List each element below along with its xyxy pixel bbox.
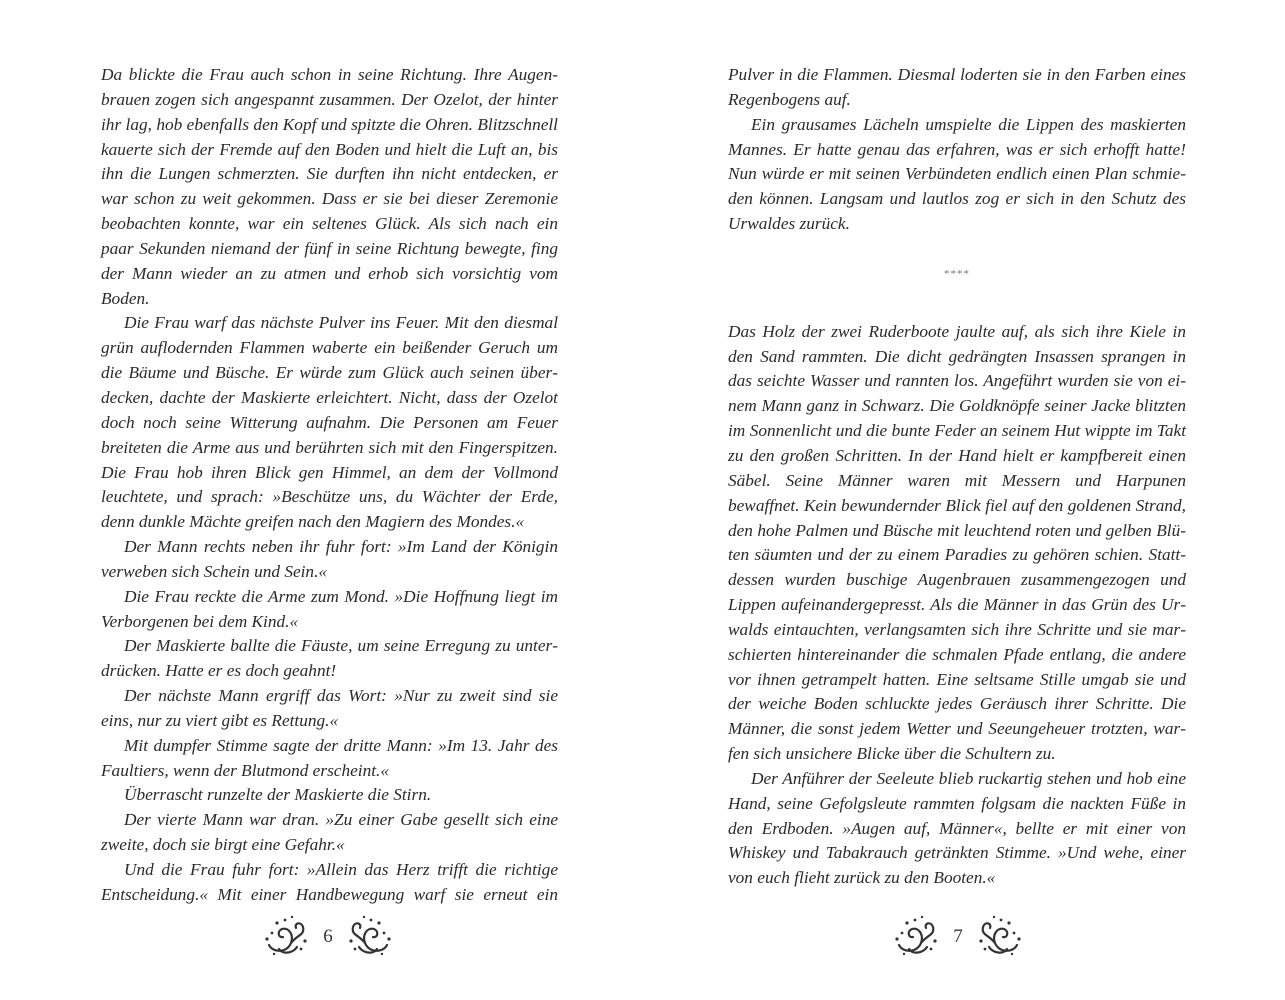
page-footer xyxy=(878,910,1038,960)
paragraph: Ein grausames Lächeln umspielte die Lippen des maskierten Mannes. Er hatte genau das erfahren, was er sich erhofft hatte! Nun würde er mit seinen Verbündeten endlich einen Plan schmieden können. Langsam und lautlos zog er sich in den Schutz des Urwaldes zurück. xyxy=(728,114,1186,234)
paragraph: Mit dumpfer Stimme sagte der dritte Mann: »Im 13. Jahr des Faultiers, wenn der Blutmond erscheint.« xyxy=(101,735,558,780)
right-page-text xyxy=(728,63,1186,891)
flourish-swirl-icon xyxy=(347,913,393,957)
paragraph: Die Frau reckte die Arme zum Mond. »Die Hoffnung liegt im Verborgenen bei dem Kind.« xyxy=(101,586,558,631)
scene-separator: **** xyxy=(944,267,970,280)
paragraph: Pulver in die Flammen. Diesmal loderten sie in den Farben eines Regenbogens auf. xyxy=(728,65,1186,109)
flourish-swirl-icon xyxy=(977,913,1023,957)
paragraph: Und die Frau fuhr fort: »Allein das Herz trifft die richtige Entscheidung.« Mit einer Handbewegung warf sie erneut ein xyxy=(101,860,558,904)
flourish-swirl-icon xyxy=(893,913,939,957)
page-number: 7 xyxy=(953,926,963,947)
paragraph: Die Frau warf das nächste Pulver ins Feuer. Mit den diesmal grün auflodernden Flammen waberte ein beißender Geruch um die Bäume und Büsche. Er würde zum Glück auch seinen überdecken, dachte der Maskierte erleichtert. Nicht, dass der Ozelot doch noch seine Witterung aufnahm. Die Personen am Feuer breiteten die Arme aus und berührten sich mit den Fingerspitzen. Die Frau hob ihren Blick gen Himmel, an dem der Vollmond leuchtete, und sprach: »Beschütze uns, du Wächter der Erde, denn dunkle Mächte greifen nach den Magiern des Mondes.« xyxy=(101,313,558,532)
paragraph: Das Holz der zwei Ruderboote jaulte auf, als sich ihre Kiele in den Sand rammten. Die dicht gedrängten Insassen sprangen in das seichte Wasser und rannten los. Angeführt wurden sie von einem Mann ganz in Schwarz. Die Goldknöpfe seiner Jacke blitzten im Sonnenlicht und die bunte Feder an seinem Hut wippte im Takt zu den großen Schritten. In der Hand hielt er kampfbereit einen Säbel. Seine Männer waren mit Messern und Harpunen bewaffnet. Kein bewundernder Blick fiel auf den goldenen Strand, den hohe Palmen und Büsche mit leuchtend roten und gelben Blüten säumten und der zu einem Paradies zu gehören schien. Stattdessen wurden buschige Augenbrauen zusammengezogen und Lippen aufeinandergepresst. Als die Männer in das Grün des Urwalds eintauchten, verlangsamten sich ihre Schritte und sie marschierten hintereinander die schmalen Pfade entlang, die andere vor ihnen getrampelt hatten. Eine seltsame Stille umgab sie und der weiche Boden schluckte jedes Geräusch ihrer Schritte. Die Männer, die sonst jedem Wetter und Seeungeheuer trotzten, warfen sich unsichere Blicke über die Schultern zu. xyxy=(728,321,1186,764)
flourish-swirl-icon xyxy=(263,913,309,957)
paragraph: Der Anführer der Seeleute blieb ruckartig stehen und hob eine Hand, seine Gefolgsleute rammten folgsam die nackten Füße in den Erdboden. »Augen auf, Männer«, bellte er mit einer von Whiskey und Tabakrauch getränkten Stimme. »Und wehe, einer von euch flieht zurück zu den Booten.« xyxy=(728,768,1186,888)
paragraph: Überrascht runzelte der Maskierte die Stirn. xyxy=(124,785,432,805)
paragraph: Der nächste Mann ergriff das Wort: »Nur zu zweit sind sie eins, nur zu viert gibt es Rettung.« xyxy=(101,686,558,730)
paragraph: Der Maskierte ballte die Fäuste, um seine Erregung zu unterdrücken. Hatte er es doch geahnt! xyxy=(101,636,558,681)
left-page xyxy=(0,0,642,1000)
right-page xyxy=(642,0,1285,1000)
paragraph: Der vierte Mann war dran. »Zu einer Gabe gesellt sich eine zweite, doch sie birgt eine Gefahr.« xyxy=(101,810,558,855)
page-number: 6 xyxy=(323,926,333,947)
paragraph: Da blickte die Frau auch schon in seine Richtung. Ihre Augenbrauen zogen sich angespannt zusammen. Der Ozelot, der hinter ihr lag, hob ebenfalls den Kopf und spitzte die Ohren. Blitzschnell kauerte sich der Fremde auf den Boden und hielt die Luft an, bis ihn die Lungen schmerzten. Sie durften ihn nicht entdecken, er war schon zu weit gekommen. Dass er sie bei dieser Zeremonie beobachten konnte, war ein seltenes Glück. Als sich nach ein paar Sekunden niemand der fünf in seine Richtung bewegte, fing der Mann wieder an zu atmen und erhob sich vorsichtig vom Boden. xyxy=(101,65,558,308)
paragraph: Der Mann rechts neben ihr fuhr fort: »Im Land der Königin verweben sich Schein und Sein.« xyxy=(101,537,558,581)
left-page-text xyxy=(101,63,558,908)
page-footer xyxy=(248,910,408,960)
